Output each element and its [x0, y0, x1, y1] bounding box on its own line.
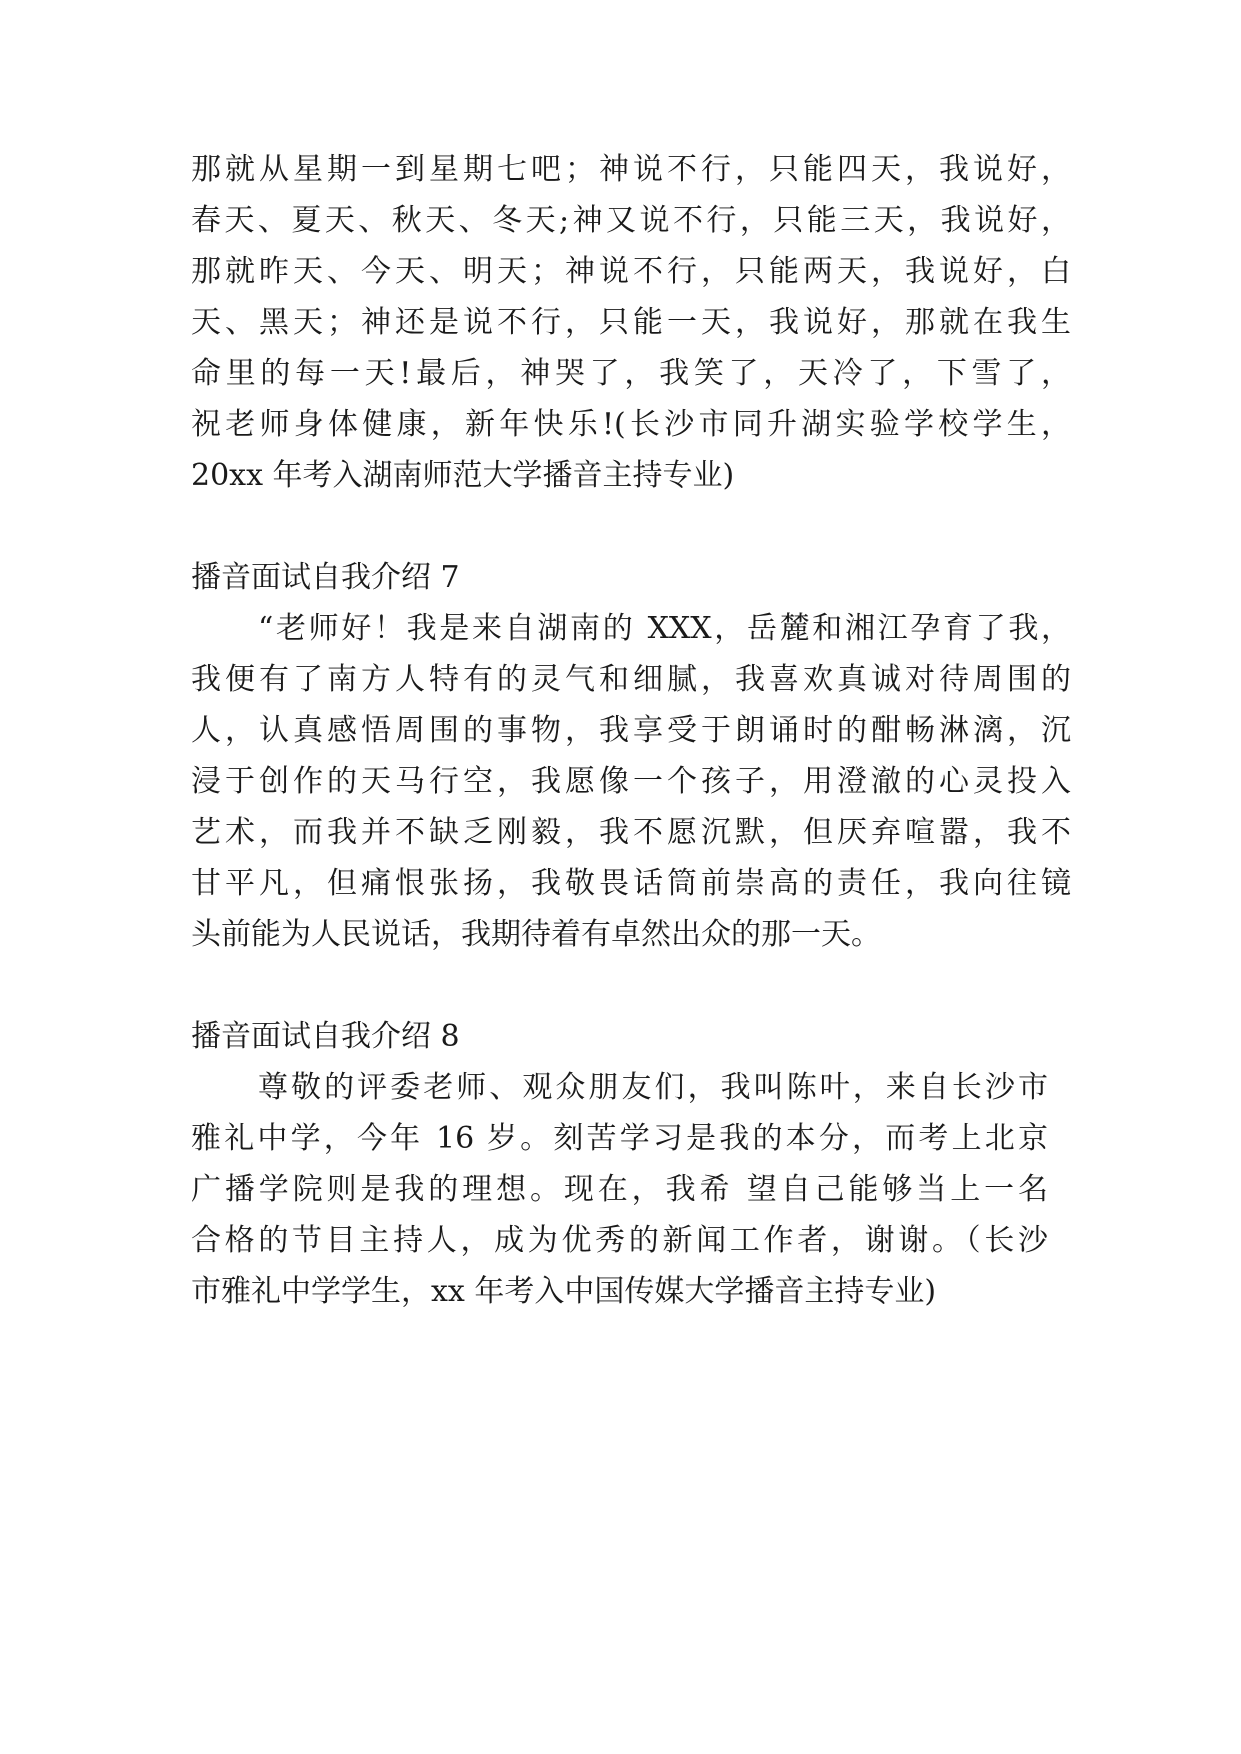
paragraph-line: 合格的节目主持人，成为优秀的新闻工作者，谢谢。（长沙: [191, 1223, 1048, 1258]
paragraph-line: 天、黑天；神还是说不行，只能一天，我说好，那就在我生: [191, 305, 1071, 340]
paragraph-line: 我便有了南方人特有的灵气和细腻，我喜欢真诚对待周围的: [191, 662, 1071, 697]
paragraph-line: 春天、夏天、秋天、冬天;神又说不行，只能三天，我说好，: [191, 203, 1071, 238]
paragraph-line: 那就昨天、今天、明天；神说不行，只能两天，我说好，白: [191, 254, 1071, 289]
paragraph-line: 那就从星期一到星期七吧；神说不行，只能四天，我说好，: [191, 152, 1071, 187]
paragraph-line: 浸于创作的天马行空，我愿像一个孩子，用澄澈的心灵投入: [191, 764, 1071, 799]
paragraph-line: 尊敬的评委老师、观众朋友们，我叫陈叶，来自长沙市: [258, 1070, 1048, 1105]
paragraph-line: 广播学院则是我的理想。现在，我希 望自己能够当上一名: [191, 1172, 1048, 1207]
paragraph-line: 人，认真感悟周围的事物，我享受于朗诵时的酣畅淋漓，沉: [191, 713, 1071, 748]
paragraph-line: 艺术，而我并不缺乏刚毅，我不愿沉默，但厌弃喧嚣，我不: [191, 815, 1071, 850]
section-heading: 播音面试自我介绍 7: [191, 560, 460, 595]
section-heading: 播音面试自我介绍 8: [191, 1019, 460, 1054]
paragraph-line: 命里的每一天!最后，神哭了，我笑了，天冷了，下雪了，: [191, 356, 1071, 391]
paragraph-line: “老师好！我是来自湖南的 XXX，岳麓和湘江孕育了我，: [258, 611, 1071, 646]
paragraph-line: 头前能为人民说话，我期待着有卓然出众的那一天。: [191, 917, 881, 952]
paragraph-line: 市雅礼中学学生，xx 年考入中国传媒大学播音主持专业): [191, 1274, 937, 1309]
paragraph-line: 祝老师身体健康，新年快乐!(长沙市同升湖实验学校学生，: [191, 407, 1071, 442]
paragraph-line: 20xx 年考入湖南师范大学播音主持专业): [191, 458, 735, 493]
paragraph-line: 甘平凡，但痛恨张扬，我敬畏话筒前崇高的责任，我向往镜: [191, 866, 1071, 901]
paragraph-line: 雅礼中学，今年 16 岁。刻苦学习是我的本分，而考上北京: [191, 1121, 1048, 1156]
